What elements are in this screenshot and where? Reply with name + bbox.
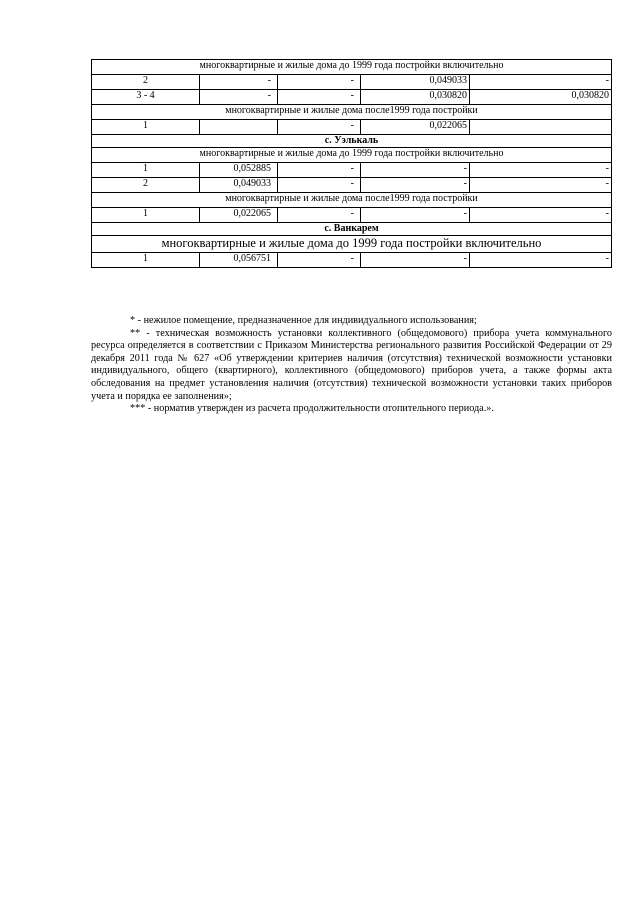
section-header-row [92,105,612,120]
footnotes [91,315,612,416]
section-header-row [92,60,612,75]
value-cell: 0,022065 [361,120,470,135]
value-cell [470,120,612,135]
value-cell: - [470,253,612,268]
value-cell: 0,030820 [470,90,612,105]
value-cell: - [361,163,470,178]
row-number-cell: 1 [92,120,200,135]
value-cell: - [278,178,361,193]
table-row [92,208,612,223]
section-title: многоквартирные и жилые дома после1999 года постройки [92,193,612,208]
value-cell: - [200,75,278,90]
table-row [92,90,612,105]
row-number-cell: 2 [92,178,200,193]
table-row [92,120,612,135]
value-cell: 0,056751 [200,253,278,268]
section-title: многоквартирные и жилые дома до 1999 года постройки включительно [92,236,612,253]
footnote-1: * - нежилое помещение, предназначенное для индивидуального использования; [130,315,477,326]
section-header-row [92,193,612,208]
value-cell: - [470,208,612,223]
value-cell: - [361,178,470,193]
section-title: многоквартирные и жилые дома до 1999 года постройки включительно [92,148,612,163]
section-title: многоквартирные и жилые дома до 1999 года постройки включительно [92,60,612,75]
row-number-cell: 2 [92,75,200,90]
value-cell: 0,049033 [200,178,278,193]
footnote-3: *** - норматив утвержден из расчета продолжительности отопительного периода.». [130,403,494,415]
value-cell: - [278,75,361,90]
footnote-2: ** - техническая возможность установки коллективного (общедомового) прибора учета коммунального ресурса определяется в соответствии с Приказом Министерства регионального развития Российской Федерации от 29 декабря 2011 года № 627 «Об утверждении критериев наличия (отсутствия) технической возможности установки индивидуального, общего (квартирного), коллективного (общедомового) приборов учета, а также формы акта обследования на предмет установления наличия (отсутствия) технической возможности установки таких приборов учета и порядка ее заполнения»; [91,327,612,402]
village-name: с. Ванкарем [92,223,612,236]
table-row [92,178,612,193]
norms-table-body [92,60,612,268]
row-number-cell: 1 [92,208,200,223]
value-cell: 0,030820 [361,90,470,105]
table-row [92,253,612,268]
village-header-row [92,223,612,236]
value-cell: - [278,208,361,223]
section-header-row [92,236,612,253]
value-cell: 0,049033 [361,75,470,90]
value-cell: - [361,208,470,223]
value-cell: 0,022065 [200,208,278,223]
value-cell: - [278,253,361,268]
row-number-cell: 1 [92,253,200,268]
row-number-cell: 3 - 4 [92,90,200,105]
row-number-cell: 1 [92,163,200,178]
value-cell: - [278,163,361,178]
value-cell: 0,052885 [200,163,278,178]
value-cell: - [278,90,361,105]
value-cell: - [470,178,612,193]
table-row [92,163,612,178]
value-cell: - [278,120,361,135]
village-header-row [92,135,612,148]
table-row [92,75,612,90]
value-cell: - [361,253,470,268]
value-cell: - [200,90,278,105]
village-name: с. Уэлькаль [92,135,612,148]
section-title: многоквартирные и жилые дома после1999 года постройки [92,105,612,120]
value-cell: - [470,75,612,90]
section-header-row [92,148,612,163]
value-cell: - [470,163,612,178]
norms-table [91,59,612,268]
value-cell [200,120,278,135]
